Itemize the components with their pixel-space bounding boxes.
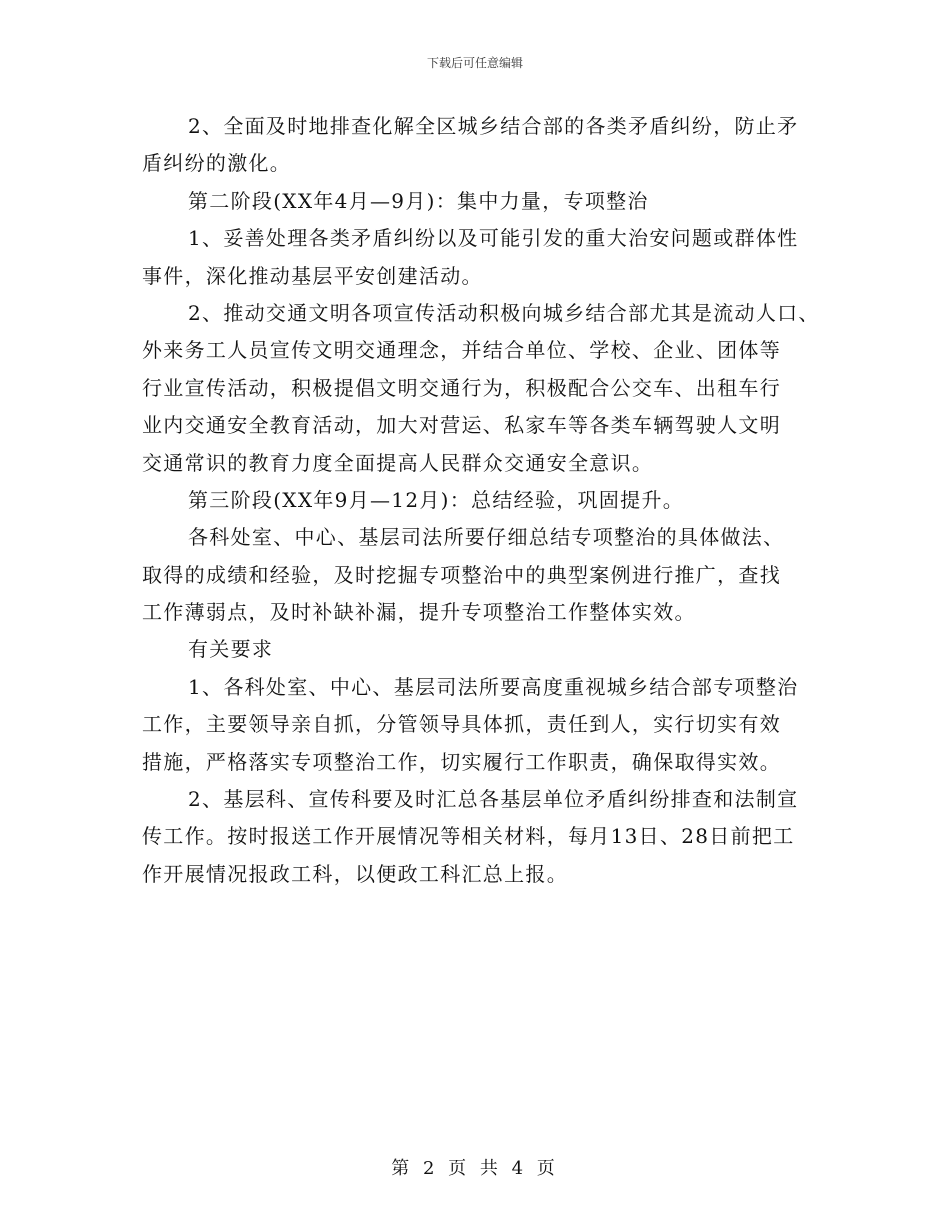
body-line: 1、各科处室、中心、基层司法所要高度重视城乡结合部专项整治: [188, 674, 799, 699]
body-line: 传工作。按时报送工作开展情况等相关材料，每月13日、28日前把工: [142, 824, 795, 849]
section-heading: 第三阶段(XX年9月—12月)：总结经验，巩固提升。: [188, 487, 685, 512]
body-line: 1、妥善处理各类矛盾纠纷以及可能引发的重大治安问题或群体性: [188, 226, 799, 251]
body-line: 措施，严格落实专项整治工作，切实履行工作职责，确保取得实效。: [142, 749, 781, 774]
section-heading: 有关要求: [188, 637, 274, 662]
body-line: 盾纠纷的激化。: [142, 151, 292, 176]
body-line: 业内交通安全教育活动，加大对营运、私家车等各类车辆驾驶人文明: [142, 413, 781, 438]
page-number: 第 2 页 共 4 页: [391, 1158, 559, 1179]
body-line: 工作，主要领导亲自抓，分管领导具体抓，责任到人，实行切实有效: [142, 712, 781, 737]
body-line: 2、基层科、宣传科要及时汇总各基层单位矛盾纠纷排查和法制宣: [188, 787, 799, 812]
body-line: 工作薄弱点，及时补缺补漏，提升专项整治工作整体实效。: [142, 600, 696, 625]
body-line: 各科处室、中心、基层司法所要仔细总结专项整治的具体做法、: [188, 525, 785, 550]
section-heading: 第二阶段(XX年4月—9月)：集中力量，专项整治: [188, 188, 649, 213]
body-line: 2、推动交通文明各项宣传活动积极向城乡结合部尤其是流动人口、: [188, 300, 820, 325]
body-line: 取得的成绩和经验，及时挖掘专项整治中的典型案例进行推广，查找: [142, 562, 781, 587]
document-body: [142, 108, 822, 893]
body-line: 行业宣传活动，积极提倡文明交通行为，积极配合公交车、出租车行: [142, 375, 781, 400]
body-line: 事件，深化推动基层平安创建活动。: [142, 263, 483, 288]
body-line: 交通常识的教育力度全面提高人民群众交通安全意识。: [142, 450, 654, 475]
body-line: 作开展情况报政工科，以便政工科汇总上报。: [142, 861, 568, 886]
header-note: 下载后可任意编辑: [426, 56, 523, 70]
body-line: 2、全面及时地排查化解全区城乡结合部的各类矛盾纠纷，防止矛: [188, 114, 799, 138]
body-line: 外来务工人员宣传文明交通理念，并结合单位、学校、企业、团体等: [142, 338, 781, 363]
